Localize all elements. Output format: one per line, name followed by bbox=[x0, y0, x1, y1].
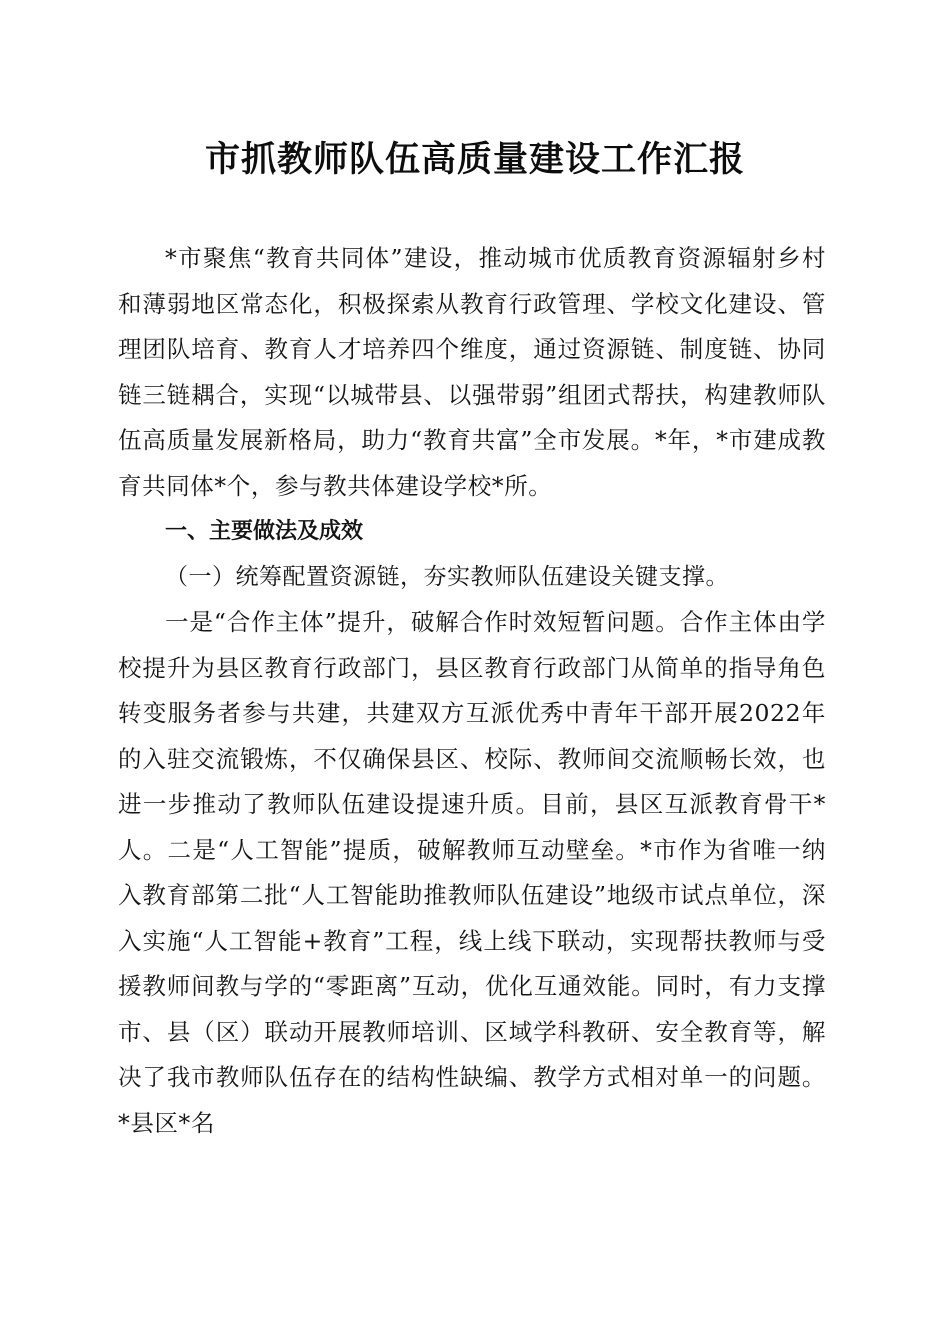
intro-paragraph: *市聚焦“教育共同体”建设，推动城市优质教育资源辐射乡村和薄弱地区常态化，积极探索从教育行政管理、学校文化建设、管理团队培育、教育人才培养四个维度，通过资源链、制度链、协同链三链耦合，实现“以城带县、以强带弱”组团式帮扶，构建教师队伍高质量发展新格局，助力“教育共富”全市发展。*年，*市建成教育共同体*个，参与教共体建设学校*所。 bbox=[118, 244, 826, 500]
document-title: 市抓教师队伍高质量建设工作汇报 bbox=[204, 139, 745, 180]
subsection-heading-resource-chain: （一）统筹配置资源链，夯实教师队伍建设关键支撑。 bbox=[165, 563, 729, 590]
section-heading-main-practices: 一、主要做法及成效 bbox=[165, 519, 364, 544]
subsection-paragraph: 一是“合作主体”提升，破解合作时效短暂问题。合作主体由学校提升为县区教育行政部门，县区教育行政部门从简单的指导角色转变服务者参与共建，共建双方互派优秀中青年干部开展2022年的入驻交流锻炼，不仅确保县区、校际、教师间交流顺畅长效，也进一步推动了教师队伍建设提速升质。目前，县区互派教育骨干*人。二是“人工智能”提质，破解教师互动壁垒。*市作为省唯一纳入教育部第二批“人工智能助推教师队伍建设”地级市试点单位，深入实施“人工智能+教育”工程，线上线下联动，实现帮扶教师与受援教师间教与学的“零距离”互动，优化互通效能。同时，有力支撑市、县（区）联动开展教师培训、区域学科教研、安全教育等，解决了我市教师队伍存在的结构性缺编、教学方式相对单一的问题。*县区*名 bbox=[118, 608, 826, 1137]
document-body bbox=[118, 236, 826, 1146]
